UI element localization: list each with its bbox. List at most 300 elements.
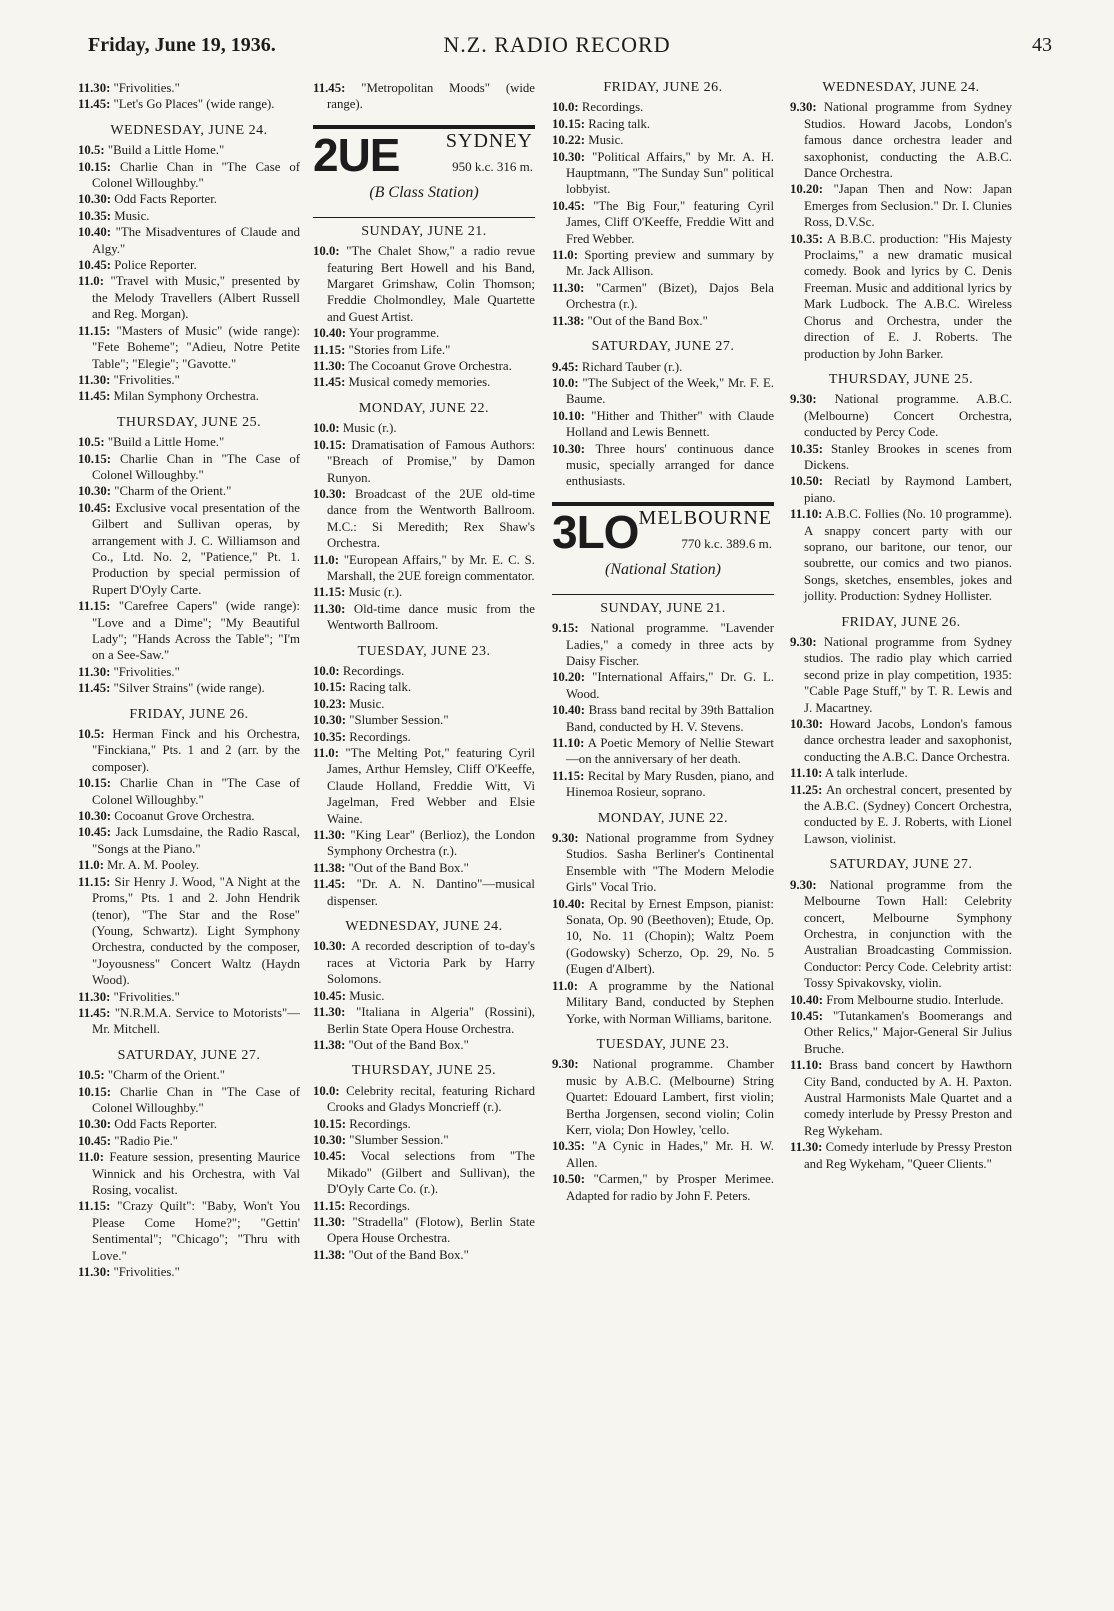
- entry-description: A B.B.C. production: "His Majesty Proclaims," a new dramatic musical comedy. Book and lyrics by C. Denis Freeman. Music and additional lyrics by Mark Ludbock. The A.B.C. Wireless Chorus and Orchestra, under the direction of E. J. Roberts. The production by John Barker.: [804, 231, 1012, 361]
- entry-description: "The Melting Pot," featuring Cyril James, Arthur Hemsley, Cliff O'Keeffe, Claude Holland, Freddie Witt, Vi Jagelman, Fred Webber and Elsie Waine.: [327, 746, 535, 826]
- schedule-entry: [790, 441, 1012, 474]
- schedule-entry: [313, 679, 535, 695]
- entry-time: 11.45:: [78, 97, 111, 112]
- entry-description: "Out of the Band Box.": [584, 313, 708, 328]
- schedule-entry: [313, 1148, 535, 1197]
- entry-time: 9.30:: [552, 1057, 579, 1072]
- schedule-entry: [552, 978, 774, 1027]
- day-heading: SATURDAY, JUNE 27.: [117, 1047, 261, 1063]
- schedule-entry: [313, 325, 535, 341]
- entry-description: "Out of the Band Box.": [345, 860, 469, 875]
- schedule-entry: [790, 992, 1012, 1008]
- entry-description: "European Affairs," by Mr. E. C. S. Marshall, the 2UE foreign commentator.: [327, 552, 535, 583]
- entry-time: 11.45:: [313, 81, 346, 95]
- schedule-entry: [78, 775, 300, 808]
- entry-time: 11.45:: [78, 389, 111, 404]
- entry-time: 10.40:: [552, 896, 586, 911]
- entry-description: From Melbourne studio. Interlude.: [823, 992, 1004, 1007]
- schedule-entry: [78, 989, 300, 1005]
- schedule-entry: [78, 680, 300, 696]
- schedule-list: [78, 1067, 300, 1280]
- entry-description: Feature session, presenting Maurice Winnick and his Orchestra, with Val Rosing, vocalist.: [92, 1150, 300, 1197]
- entry-time: 10.0:: [313, 1083, 340, 1098]
- station-banner-2ue: [313, 125, 535, 218]
- day-heading: SATURDAY, JUNE 27.: [829, 857, 973, 873]
- schedule-entry: [313, 1116, 535, 1132]
- schedule-entry: [78, 159, 300, 192]
- schedule-list: [78, 726, 300, 1038]
- entry-description: A programme by the National Military Band, conducted by Stephen Yorke, with Norman Williams, baritone.: [566, 978, 774, 1026]
- schedule-list: [790, 391, 1012, 604]
- entry-description: Comedy interlude by Pressy Preston and Reg Wykeham, "Queer Clients.": [804, 1140, 1012, 1171]
- entry-time: 11.10:: [552, 736, 585, 750]
- schedule-entry: [552, 896, 774, 978]
- schedule-entry: [790, 1057, 1012, 1139]
- day-heading: THURSDAY, JUNE 25.: [351, 1063, 497, 1079]
- entry-time: 10.15:: [78, 451, 112, 466]
- entry-time: 10.30:: [313, 486, 347, 501]
- entry-time: 10.0:: [313, 663, 340, 678]
- schedule-entry: [78, 191, 300, 207]
- entry-time: 11.15:: [313, 585, 346, 600]
- entry-time: 11.38:: [552, 313, 585, 328]
- entry-description: "Frivolities.": [110, 664, 180, 679]
- entry-time: 10.45:: [313, 1149, 347, 1164]
- entry-time: 10.15:: [313, 680, 347, 695]
- entry-time: 10.15:: [552, 116, 586, 131]
- entry-time: 10.30:: [552, 149, 586, 164]
- schedule-entry: [552, 830, 774, 896]
- schedule-entry: [313, 80, 535, 113]
- entry-time: 10.15:: [313, 1116, 347, 1131]
- schedule-entry: [78, 726, 300, 775]
- entry-time: 11.0:: [313, 552, 339, 567]
- schedule-entry: [78, 664, 300, 680]
- page-number: 43: [1032, 34, 1052, 56]
- schedule-entry: [313, 712, 535, 728]
- entry-time: 10.15:: [78, 1084, 112, 1099]
- schedule-entry: [552, 116, 774, 132]
- schedule-entry: [313, 584, 535, 600]
- entry-description: Recordings.: [339, 663, 405, 678]
- entry-description: Recordings.: [578, 100, 644, 115]
- entry-description: Dramatisation of Famous Authors: "Breach of Promise," by Damon Runyon.: [327, 437, 535, 485]
- entry-time: 10.20:: [790, 182, 824, 197]
- station-city: SYDNEY: [445, 129, 533, 152]
- entry-time: 11.30:: [313, 1214, 346, 1229]
- station-frequency: 770 k.c. 389.6 m.: [681, 535, 772, 551]
- entry-description: "A Cynic in Hades," Mr. H. W. Allen.: [566, 1139, 774, 1170]
- entry-description: Charlie Chan in "The Case of Colonel Willoughby.": [92, 1084, 300, 1115]
- entry-time: 10.40:: [790, 992, 824, 1007]
- entry-time: 10.0:: [313, 421, 340, 436]
- entry-description: Exclusive vocal presentation of the Gilbert and Sullivan operas, by arrangement with J. C. Williamson and Co., Ltd. No. 2, "Patience," Pt. 1. Production by special permission of Rupert D'Oyly Carte.: [92, 500, 300, 597]
- entry-description: "Carmen" (Bizet), Dajos Bela Orchestra (r.).: [566, 280, 774, 312]
- entry-time: 11.30:: [78, 372, 111, 387]
- schedule-entry: [552, 735, 774, 768]
- entry-time: 9.30:: [790, 635, 817, 649]
- entry-time: 11.15:: [313, 342, 346, 357]
- entry-description: A Poetic Memory of Nellie Stewart—on the anniversary of her death.: [566, 736, 774, 767]
- entry-time: 11.45:: [313, 877, 346, 892]
- schedule-entry: [78, 372, 300, 388]
- entry-time: 11.45:: [78, 681, 111, 696]
- schedule-entry: [78, 1084, 300, 1117]
- entry-time: 10.30:: [313, 1132, 347, 1147]
- station-city: MELBOURNE: [638, 506, 772, 529]
- entry-description: Your programme.: [346, 326, 440, 341]
- entry-time: 10.45:: [78, 258, 112, 273]
- entry-description: An orchestral concert, presented by the A.B.C. (Sydney) Concert Orchestra, conducted by E. J. Roberts, with Lionel Lawson, violinist.: [804, 782, 1012, 846]
- entry-time: 11.30:: [790, 1140, 823, 1155]
- schedule-entry: [552, 99, 774, 115]
- entry-time: 11.30:: [313, 1005, 346, 1020]
- entry-description: Sir Henry J. Wood, "A Night at the Proms," Pts. 1 and 2. John Hendrik (tenor), "The Star and the Rose" (Young, Schwartz). Light Symphony Orchestra, conducted by the composer, "Joyousness" Concert Waltz (Haydn Wood).: [92, 874, 300, 988]
- entry-description: Howard Jacobs, London's famous dance orchestra leader and saxophonist, conducting the A.B.C. Dance Orchestra.: [804, 717, 1012, 764]
- entry-description: Music.: [346, 696, 385, 711]
- publication-title: N.Z. RADIO RECORD: [443, 32, 671, 57]
- entry-time: 10.50:: [552, 1172, 586, 1187]
- entry-time: 11.38:: [313, 1037, 346, 1052]
- schedule-entry: [790, 391, 1012, 440]
- schedule-entry: [790, 1008, 1012, 1057]
- schedule-entry: [313, 1132, 535, 1148]
- schedule-entry: [78, 500, 300, 598]
- entry-description: Recital by Ernest Empson, pianist: Sonata, Op. 90 (Beethoven); Etude, Op. 10, No. 11 (Chopin); Waltz Poem (Godowsky) Scherzo, Op. 29, No. 5 (Eugen d'Albert).: [566, 896, 774, 977]
- entry-time: 10.45:: [78, 500, 112, 515]
- entry-description: Police Reporter.: [111, 258, 197, 273]
- entry-description: "Frivolities.": [110, 1265, 180, 1280]
- entry-time: 11.45:: [313, 375, 346, 390]
- entry-description: "Charm of the Orient.": [111, 484, 232, 499]
- schedule-entry: [552, 132, 774, 148]
- entry-time: 10.30:: [313, 713, 347, 728]
- column-4: [790, 80, 1012, 1603]
- entry-time: 10.30:: [78, 484, 112, 499]
- entry-time: 10.5:: [78, 435, 105, 450]
- page-header: [0, 0, 1114, 78]
- schedule-entry: [790, 782, 1012, 848]
- schedule-entry: [78, 808, 300, 824]
- day-heading: WEDNESDAY, JUNE 24.: [110, 122, 268, 138]
- schedule-entry: [313, 663, 535, 679]
- entry-description: "Japan Then and Now: Japan Emerges from Seclusion." Dr. I. Clunies Ross, D.V.Sc.: [804, 182, 1012, 230]
- schedule-entry: [78, 257, 300, 273]
- day-heading: SATURDAY, JUNE 27.: [591, 339, 735, 355]
- schedule-entry: [790, 634, 1012, 716]
- schedule-entry: [552, 280, 774, 313]
- entry-description: A talk interlude.: [822, 766, 908, 781]
- schedule-entry: [78, 80, 300, 96]
- entry-time: 11.45:: [78, 1005, 111, 1020]
- day-heading: TUESDAY, JUNE 23.: [596, 1036, 730, 1052]
- entry-time: 10.45:: [790, 1008, 824, 1023]
- schedule-entry: [313, 876, 535, 909]
- entry-time: 10.40:: [78, 225, 112, 240]
- station-banner-3lo: [552, 502, 774, 595]
- schedule-entry: [552, 375, 774, 408]
- schedule-entry: [552, 247, 774, 280]
- entry-time: 9.30:: [790, 877, 817, 892]
- entry-description: "N.R.M.A. Service to Motorists"—Mr. Mitchell.: [92, 1005, 300, 1037]
- entry-time: 11.15:: [78, 323, 111, 338]
- entry-description: Three hours' continuous dance music, specially arranged for dance enthusiasts.: [566, 441, 774, 489]
- entry-description: "Let's Go Places" (wide range).: [110, 97, 275, 112]
- schedule-entry: [313, 243, 535, 325]
- schedule-entry: [313, 827, 535, 860]
- entry-time: 10.22:: [552, 133, 586, 148]
- entry-description: Recordings.: [345, 1198, 411, 1213]
- entry-description: "Radio Pie.": [111, 1133, 179, 1148]
- schedule-entry: [790, 506, 1012, 604]
- schedule-entry: [78, 96, 300, 112]
- entry-description: A.B.C. Follies (No. 10 programme). A snappy concert party with our soprano, our baritone, our tenor, our soubrette, our comics and two pianos. Songs, sketches, ensembles, jokes and jollity. Production: Sydney Hollister.: [804, 507, 1012, 604]
- entry-description: Racing talk.: [346, 680, 412, 695]
- entry-time: 10.45:: [552, 198, 586, 213]
- schedule-list: [78, 142, 300, 405]
- entry-description: Racing talk.: [585, 116, 651, 131]
- day-heading: TUESDAY, JUNE 23.: [357, 643, 491, 659]
- schedule-entry: [313, 342, 535, 358]
- entry-time: 10.35:: [78, 208, 112, 223]
- schedule-entry: [313, 696, 535, 712]
- schedule-list: [313, 243, 535, 391]
- entry-description: Music (r.).: [345, 585, 403, 600]
- day-heading: MONDAY, JUNE 22.: [597, 810, 729, 826]
- column-1: [78, 80, 300, 1603]
- schedule-entry: [313, 552, 535, 585]
- entry-time: 10.10:: [552, 408, 586, 423]
- entry-time: 9.45:: [552, 359, 579, 374]
- entry-description: Mr. A. M. Pooley.: [103, 858, 200, 873]
- entry-description: Cocoanut Grove Orchestra.: [111, 809, 255, 824]
- day-heading: FRIDAY, JUNE 26.: [841, 614, 961, 630]
- entry-description: Music.: [111, 208, 150, 223]
- entry-description: "Frivolities.": [110, 372, 180, 387]
- schedule-entry: [78, 451, 300, 484]
- entry-time: 11.15:: [313, 1198, 346, 1213]
- entry-description: "The Big Four," featuring Cyril James, Cliff O'Keeffe, Freddie Witt and Fred Webber.: [566, 198, 774, 246]
- schedule-entry: [313, 601, 535, 634]
- entry-description: Reciatl by Raymond Lambert, piano.: [804, 474, 1012, 505]
- entry-description: "Political Affairs," by Mr. A. H. Hauptmann, "The Sunday Sun" political lobbyist.: [566, 149, 774, 197]
- schedule-entry: [790, 877, 1012, 992]
- schedule-list: [552, 359, 774, 490]
- schedule-entry: [790, 99, 1012, 181]
- entry-time: 10.35:: [790, 231, 824, 246]
- entry-time: 11.38:: [313, 860, 346, 875]
- entry-time: 9.15:: [552, 621, 579, 636]
- schedule-entry: [552, 702, 774, 735]
- schedule-entry: [790, 765, 1012, 781]
- entry-time: 10.5:: [78, 143, 105, 158]
- column-2: [313, 80, 535, 1603]
- day-heading: WEDNESDAY, JUNE 24.: [345, 919, 503, 935]
- schedule-entry: [78, 388, 300, 404]
- entry-time: 11.15:: [552, 768, 585, 783]
- entry-time: 11.30:: [78, 1265, 111, 1280]
- day-heading: FRIDAY, JUNE 26.: [129, 706, 249, 722]
- entry-description: National programme from Sydney Studios. Howard Jacobs, London's famous dance orchestra leader and saxophonist, conducting the A.B.C. Dance Orchestra.: [804, 100, 1012, 181]
- entry-time: 10.35:: [552, 1139, 586, 1154]
- entry-description: Milan Symphony Orchestra.: [110, 389, 259, 404]
- day-heading: SUNDAY, JUNE 21.: [361, 223, 487, 239]
- entry-description: Brass band concert by Hawthorn City Band, conducted by A. H. Paxton. Austral Harmonists Male Quartet and a comedy interlude by Pressy Preston and Reg Wykeham.: [804, 1058, 1012, 1138]
- entry-description: Stanley Brookes in scenes from Dickens.: [804, 441, 1012, 472]
- entry-time: 11.0:: [78, 274, 104, 289]
- entry-description: Recordings.: [346, 729, 411, 744]
- entry-description: "Frivolities.": [110, 989, 180, 1004]
- schedule-entry: [78, 142, 300, 158]
- entry-description: "Hither and Thither" with Claude Holland and Lewis Bennett.: [566, 408, 774, 440]
- carryover-block: [78, 80, 300, 113]
- entry-description: "Charm of the Orient.": [104, 1068, 225, 1083]
- schedule-list: [313, 420, 535, 633]
- entry-time: 11.0:: [552, 978, 578, 993]
- entry-description: Music.: [585, 133, 624, 148]
- entry-time: 9.30:: [790, 392, 817, 407]
- entry-description: "Stradella" (Flotow), Berlin State Opera House Orchestra.: [327, 1214, 535, 1246]
- schedule-entry: [313, 420, 535, 436]
- entry-time: 10.40:: [313, 326, 347, 341]
- entry-description: "Out of the Band Box.": [345, 1247, 469, 1262]
- day-heading: FRIDAY, JUNE 26.: [603, 80, 723, 95]
- entry-time: 10.0:: [552, 100, 579, 115]
- schedule-entry: [313, 745, 535, 827]
- issue-date: Friday, June 19, 1936.: [88, 34, 276, 56]
- entry-description: "Silver Strains" (wide range).: [110, 681, 265, 696]
- entry-description: Charlie Chan in "The Case of Colonel Willoughby.": [92, 159, 300, 191]
- schedule-entry: [313, 729, 535, 745]
- schedule-entry: [552, 1138, 774, 1171]
- station-type: (B Class Station): [369, 183, 479, 201]
- schedule-entry: [313, 358, 535, 374]
- entry-time: 10.0:: [313, 244, 340, 259]
- entry-time: 10.30:: [313, 939, 347, 954]
- entry-description: Recital by Mary Rusden, piano, and Hinemoa Rosieur, soprano.: [566, 768, 774, 800]
- schedule-entry: [313, 1214, 535, 1247]
- entry-time: 10.30:: [78, 192, 112, 207]
- entry-time: 11.30:: [313, 828, 346, 843]
- entry-description: "Italiana in Algeria" (Rossini), Berlin State Opera House Orchestra.: [327, 1005, 535, 1036]
- entry-description: "The Chalet Show," a radio revue featuring Bert Howell and his Band, Margaret Grimshaw, Colin Thomson; Freddie Cholmondley, Male Quartette and Guest Artist.: [327, 244, 535, 324]
- entry-time: 11.30:: [78, 81, 111, 95]
- entry-description: "Slumber Session.": [346, 1132, 449, 1147]
- entry-description: National programme. "Lavender Ladies," a comedy in three acts by Daisy Fischer.: [566, 621, 774, 668]
- entry-description: "Dr. A. N. Dantino"—musical dispenser.: [327, 877, 535, 908]
- schedule-entry: [790, 473, 1012, 506]
- entry-description: Music (r.).: [339, 421, 397, 436]
- schedule-entry: [78, 1067, 300, 1083]
- entry-time: 10.0:: [552, 375, 579, 390]
- schedule-entry: [78, 208, 300, 224]
- entry-description: Sporting preview and summary by Mr. Jack Allison.: [566, 248, 774, 279]
- schedule-entry: [313, 1083, 535, 1116]
- entry-time: 11.10:: [790, 766, 823, 781]
- schedule-list: [790, 877, 1012, 1172]
- schedule-entry: [790, 1139, 1012, 1172]
- entry-description: "Frivolities.": [110, 81, 180, 95]
- schedule-entry: [78, 434, 300, 450]
- schedule-entry: [790, 716, 1012, 765]
- entry-time: 11.25:: [790, 782, 823, 797]
- entry-time: 11.30:: [313, 601, 346, 616]
- schedule-list: [790, 99, 1012, 362]
- schedule-entry: [552, 313, 774, 329]
- entry-time: 10.20:: [552, 670, 586, 685]
- column-3: [552, 80, 774, 1603]
- schedule-entry: [78, 1264, 300, 1280]
- schedule-list: [552, 620, 774, 800]
- day-heading: MONDAY, JUNE 22.: [358, 400, 490, 416]
- entry-time: 10.35:: [790, 441, 824, 456]
- entry-time: 11.15:: [78, 1199, 111, 1214]
- entry-description: Celebrity recital, featuring Richard Crooks and Gladys Moncrieff (r.).: [327, 1083, 535, 1115]
- entry-description: Charlie Chan in "The Case of Colonel Willoughby.": [92, 451, 300, 482]
- schedule-entry: [552, 768, 774, 801]
- station-call-sign: 2UE: [313, 128, 400, 181]
- entry-description: "Crazy Quilt": "Baby, Won't You Please Come Home?"; "Gettin' Sentimental"; "Chicago"; "Thru with Love.": [92, 1199, 300, 1263]
- schedule-entry: [552, 149, 774, 198]
- entry-time: 11.0:: [78, 858, 104, 873]
- schedule-entry: [78, 1198, 300, 1264]
- entry-description: Herman Finck and his Orchestra, "Finckiana," Pts. 1 and 2 (arr. by the composer).: [92, 727, 300, 774]
- entry-description: The Cocoanut Grove Orchestra.: [345, 359, 512, 374]
- entry-time: 11.15:: [78, 599, 111, 614]
- entry-description: National programme. Chamber music by A.B.C. (Melbourne) String Quartet: Edouard Lambert, first violin; Bertha Jorgensen, second violin; Colin Kerr, viola; Don Howley, 'cello.: [566, 1057, 774, 1137]
- day-heading: THURSDAY, JUNE 25.: [828, 371, 974, 387]
- entry-description: "The Misadventures of Claude and Algy.": [92, 225, 300, 256]
- day-heading: THURSDAY, JUNE 25.: [116, 414, 262, 430]
- schedule-list: [313, 663, 535, 909]
- carryover-block: [313, 80, 535, 113]
- schedule-list: [552, 830, 774, 1027]
- station-frequency: 950 k.c. 316 m.: [452, 158, 533, 174]
- entry-time: 10.5:: [78, 1068, 105, 1083]
- entry-description: Odd Facts Reporter.: [111, 192, 217, 207]
- entry-description: "Stories from Life.": [345, 342, 451, 357]
- entry-time: 9.30:: [552, 831, 579, 846]
- entry-description: "International Affairs," Dr. G. L. Wood.: [566, 670, 774, 701]
- entry-time: 9.30:: [790, 100, 817, 115]
- station-type: (National Station): [605, 560, 721, 578]
- schedule-entry: [78, 1005, 300, 1038]
- entry-time: 11.10:: [790, 507, 823, 522]
- entry-time: 10.15:: [313, 437, 347, 452]
- entry-time: 10.30:: [78, 809, 112, 824]
- day-heading: SUNDAY, JUNE 21.: [600, 600, 726, 616]
- entry-time: 10.45:: [78, 1133, 112, 1148]
- schedule-entry: [790, 231, 1012, 362]
- entry-description: "Tutankamen's Boomerangs and Other Relics," Major-General Sir Julius Bruche.: [804, 1008, 1012, 1056]
- entry-time: 10.35:: [313, 729, 347, 744]
- schedule-entry: [78, 598, 300, 664]
- entry-description: "Masters of Music" (wide range): "Fete Boheme"; "Adieu, Notre Petite Table"; "Elegie"; "Gavotte.": [92, 323, 300, 371]
- entry-description: Jack Lumsdaine, the Radio Rascal, "Songs at the Piano.": [92, 825, 300, 856]
- entry-description: A recorded description of to-day's races at Victoria Park by Harry Solomons.: [327, 939, 535, 987]
- entry-description: Richard Tauber (r.).: [578, 359, 683, 374]
- schedule-entry: [78, 824, 300, 857]
- schedule-list: [313, 938, 535, 1053]
- entry-time: 11.30:: [78, 989, 111, 1004]
- entry-time: 11.0:: [78, 1150, 104, 1165]
- entry-description: Old-time dance music from the Wentworth Ballroom.: [327, 601, 535, 633]
- schedule-entry: [552, 198, 774, 247]
- entry-time: 11.30:: [313, 359, 346, 374]
- entry-description: "Carmen," by Prosper Merimee. Adapted for radio by John F. Peters.: [566, 1172, 774, 1203]
- schedule-entry: [313, 1247, 535, 1263]
- schedule-entry: [552, 669, 774, 702]
